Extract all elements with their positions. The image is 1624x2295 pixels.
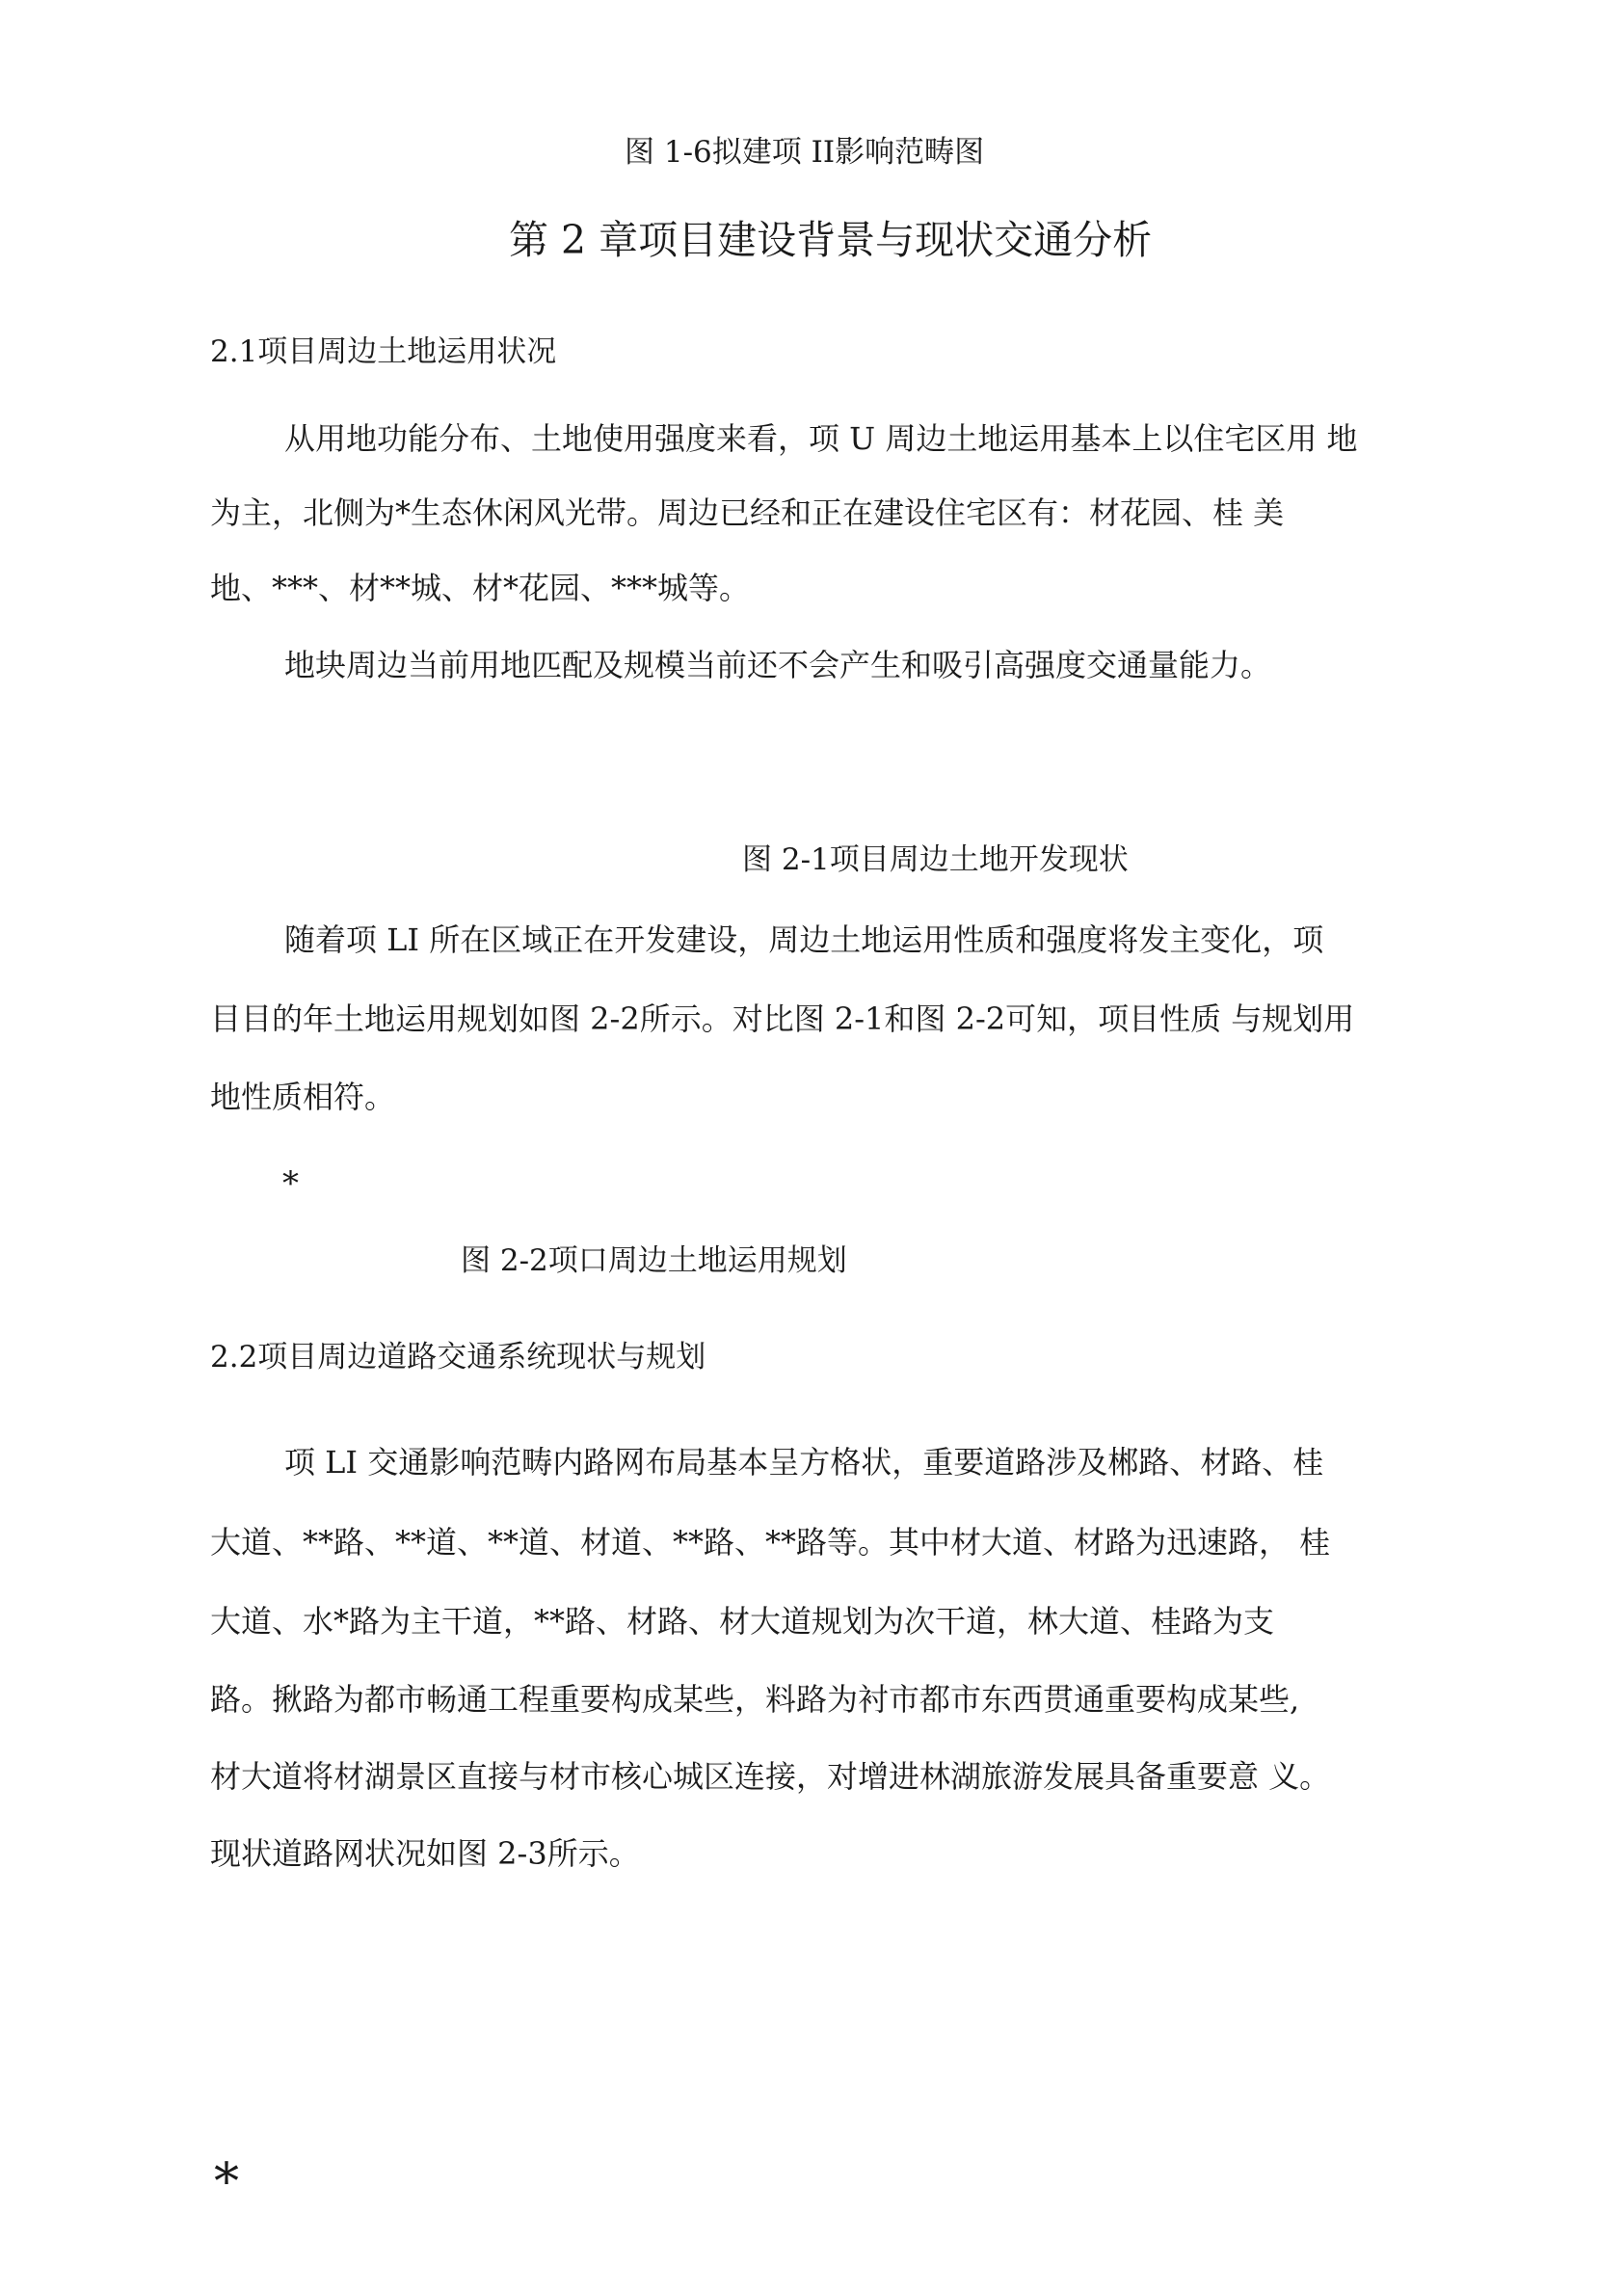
- figure-caption-2-2: 图 2-2项口周边土地运用规划: [461, 1243, 847, 1278]
- paragraph-line: 地、***、材**城、材*花园、***城等。: [210, 570, 751, 606]
- paragraph-line: 随着项 LI 所在区域正在开发建设，周边土地运用性质和强度将发主变化，项: [284, 921, 1324, 958]
- figure-placeholder-marker: *: [282, 1164, 299, 1203]
- footer-marker: *: [214, 2153, 239, 2211]
- paragraph-line: 现状道路网状况如图 2-3所示。: [210, 1835, 640, 1872]
- figure-caption-2-1: 图 2-1项目周边土地开发现状: [742, 842, 1129, 877]
- section-heading-2-2: 2.2项目周边道路交通系统现状与规划: [210, 1340, 706, 1374]
- figure-caption-1-6: 图 1-6拟建项 II影响范畴图: [625, 135, 985, 170]
- paragraph-line: 项 LI 交通影响范畴内路网布局基本呈方格状，重要道路涉及郴路、材路、桂: [284, 1444, 1324, 1481]
- paragraph-line: 大道、水*路为主干道，**路、材路、材大道规划为次干道，林大道、桂路为支: [210, 1603, 1275, 1640]
- paragraph-line: 从用地功能分布、土地使用强度来看，项 U 周边土地运用基本上以住宅区用 地: [284, 420, 1358, 457]
- paragraph-line: 地块周边当前用地匹配及规模当前还不会产生和吸引高强度交通量能力。: [284, 647, 1272, 683]
- chapter-title: 第 2 章项目建设背景与现状交通分析: [509, 217, 1153, 263]
- section-heading-2-1: 2.1项目周边土地运用状况: [210, 334, 557, 369]
- paragraph-line: 为主，北侧为*生态休闲风光带。周边已经和正在建设住宅区有：材花园、桂 美: [210, 494, 1285, 531]
- paragraph-line: 地性质相符。: [210, 1079, 396, 1115]
- paragraph-line: 目目的年土地运用规划如图 2-2所示。对比图 2-1和图 2-2可知，项目性质 与规划用: [210, 1001, 1355, 1037]
- paragraph-line: 大道、**路、**道、**道、材道、**路、**路等。其中材大道、材路为迅速路， 桂: [210, 1524, 1331, 1561]
- paragraph-line: 路。揪路为都市畅通工程重要构成某些，料路为衬市都市东西贯通重要构成某些,: [210, 1681, 1300, 1718]
- paragraph-line: 材大道将材湖景区直接与材市核心城区连接，对增进林湖旅游发展具备重要意 义。: [210, 1758, 1331, 1795]
